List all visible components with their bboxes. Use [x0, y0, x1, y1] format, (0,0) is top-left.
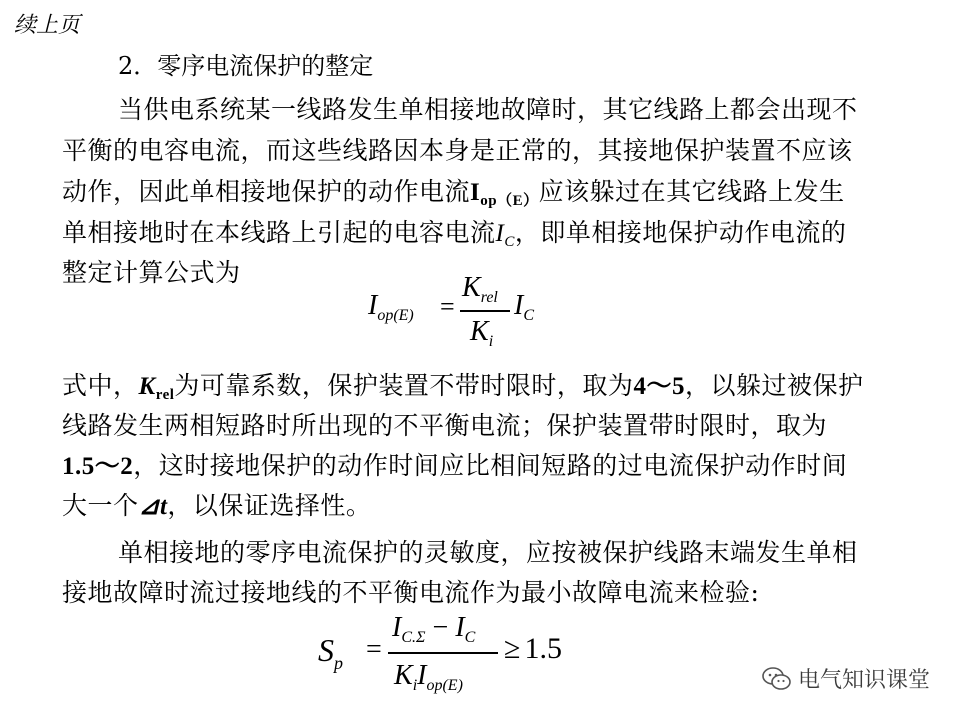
- para2-line3: 1.5～2，这时接地保护的动作时间应比相间短路的过电流保护动作时间: [62, 451, 848, 480]
- section-heading: 2．零序电流保护的整定: [118, 52, 374, 80]
- para2-line1: 式中，$K_{rel}$为可靠系数，保护装置不带时限时，取为4～5，以躲过被保护: [62, 371, 864, 403]
- para3-line2: 接地故障时流过接地线的不平衡电流作为最小故障电流来检验:: [62, 578, 760, 607]
- para3-line1: 单相接地的零序电流保护的灵敏度，应按被保护线路末端发生单相: [118, 538, 858, 567]
- watermark: [762, 663, 930, 694]
- para2-line2: 线路发生两相短路时所出现的不平衡电流；保护装置带时限时，取为: [62, 411, 828, 440]
- continued-label: 续上页: [14, 13, 81, 38]
- para2-line4: 大一个⊿t，以保证选择性。: [62, 491, 372, 520]
- para1-line5: 整定计算公式为: [62, 258, 241, 287]
- para1-line1: 当供电系统某一线路发生单相接地故障时，其它线路上都会出现不: [118, 95, 858, 124]
- watermark-text: 电气知识课堂: [797, 668, 930, 693]
- para1-line4: 单相接地时在本线路上引起的电容电流$I_C$，即单相接地保护动作电流的: [62, 218, 847, 250]
- wechat-icon: [762, 666, 792, 692]
- para1-line2: 平衡的电容电流，而这些线路因本身是正常的，其接地保护装置不应该: [62, 136, 853, 165]
- para1-line3: 动作，因此单相接地保护的动作电流$I_{op(E)}$应该躲过在其它线路上发生: [62, 177, 845, 209]
